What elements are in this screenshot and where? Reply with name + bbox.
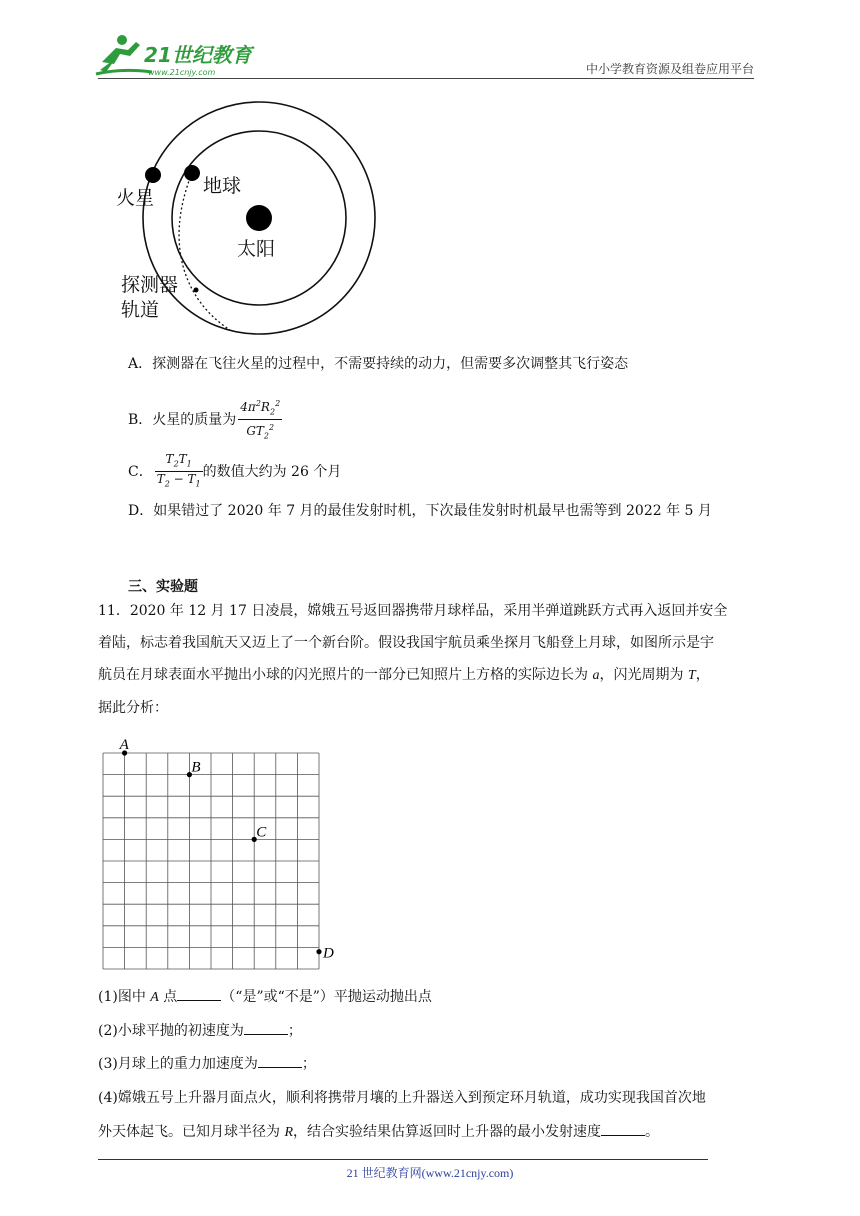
mars-label: 火星 xyxy=(116,187,155,209)
point-a-label: A xyxy=(119,737,129,753)
mars-marker xyxy=(145,167,161,183)
orbit-diagram xyxy=(100,98,390,338)
option-b-formula: $\frac{4\pi^2R_2^2}{GT_2^2}$ xyxy=(238,396,282,444)
option-c xyxy=(128,452,341,492)
probe-label-line1: 探测器 xyxy=(121,274,179,296)
option-d: D．如果错过了 2020 年 7 月的最佳发射时机，下次最佳发射时机最早也需等到 2022 年 5 月 xyxy=(128,503,712,519)
question-11-line4: 据此分析： xyxy=(98,700,168,716)
probe-marker xyxy=(194,288,199,293)
section-title: 三、实验题 xyxy=(128,579,198,595)
platform-name: 中小学教育资源及组卷应用平台 xyxy=(585,62,754,76)
subquestion-4-line1: (4)嫦娥五号上升器月面点火，顺利将携带月壤的上升器送入到预定环月轨道，成功实现我国首次地 xyxy=(98,1090,706,1106)
point-d-marker xyxy=(316,949,321,954)
probe-label-line2: 轨道 xyxy=(121,299,160,321)
earth-marker xyxy=(184,165,200,181)
sun-marker xyxy=(246,205,272,231)
option-c-label: C． xyxy=(128,463,153,480)
footer-divider xyxy=(98,1159,708,1160)
sun-label: 太阳 xyxy=(237,238,276,260)
subquestion-4-line2: 外天体起飞。已知月球半径为 R，结合实验结果估算返回时上升器的最小发射速度 。 xyxy=(98,1121,659,1141)
earth-label: 地球 xyxy=(203,175,242,197)
answer-blank-1[interactable] xyxy=(177,986,221,1001)
header-divider xyxy=(98,78,754,79)
question-11-line2: 着陆，标志着我国航天又迈上了一个新台阶。假设我国宇航员乘坐探月飞船登上月球，如图所示是宇 xyxy=(98,635,714,651)
question-11 xyxy=(98,595,758,724)
svg-text:www.21cnjy.com: www.21cnjy.com xyxy=(148,68,216,77)
point-d-label: D xyxy=(323,945,334,962)
point-b-label: B xyxy=(191,759,201,776)
footer-text: 21 世纪教育网(www.21cnjy.com) xyxy=(346,1166,514,1180)
subquestion-3: (3)月球上的重力加速度为 ； xyxy=(98,1053,316,1073)
site-logo xyxy=(92,32,262,80)
grid-lines xyxy=(103,753,319,969)
answer-blank-2[interactable] xyxy=(244,1020,288,1035)
subquestion-2: (2)小球平抛的初速度为 ； xyxy=(98,1020,302,1040)
option-b-label: B．火星的质量为 xyxy=(128,411,237,428)
flash-photo-grid xyxy=(98,735,348,970)
option-a: A．探测器在飞往火星的过程中，不需要持续的动力，但需要多次调整其飞行姿态 xyxy=(128,356,629,372)
subquestion-1: (1)图中 A 点 （“是”或“不是”）平抛运动抛出点 xyxy=(98,986,432,1006)
ball-points xyxy=(119,737,334,962)
point-c-label: C xyxy=(256,824,267,841)
answer-blank-4[interactable] xyxy=(601,1121,645,1136)
answer-blank-3[interactable] xyxy=(258,1053,302,1068)
option-c-text: 的数值大约为 26 个月 xyxy=(202,463,342,480)
svg-text:21世纪教育: 21世纪教育 xyxy=(144,43,252,67)
option-b xyxy=(128,396,282,444)
option-c-formula: $\frac{T_2T_1}{T_2 - T_1}$ xyxy=(156,452,201,489)
question-11-line3: 航员在月球表面水平抛出小球的闪光照片的一部分已知照片上方格的实际边长为 a，闪光周期为 T， xyxy=(98,667,710,683)
question-11-line1: 11．2020 年 12 月 17 日凌晨，嫦娥五号返回器携带月球样品，采用半弹道跳跃方式再入返回并安全 xyxy=(98,603,728,619)
